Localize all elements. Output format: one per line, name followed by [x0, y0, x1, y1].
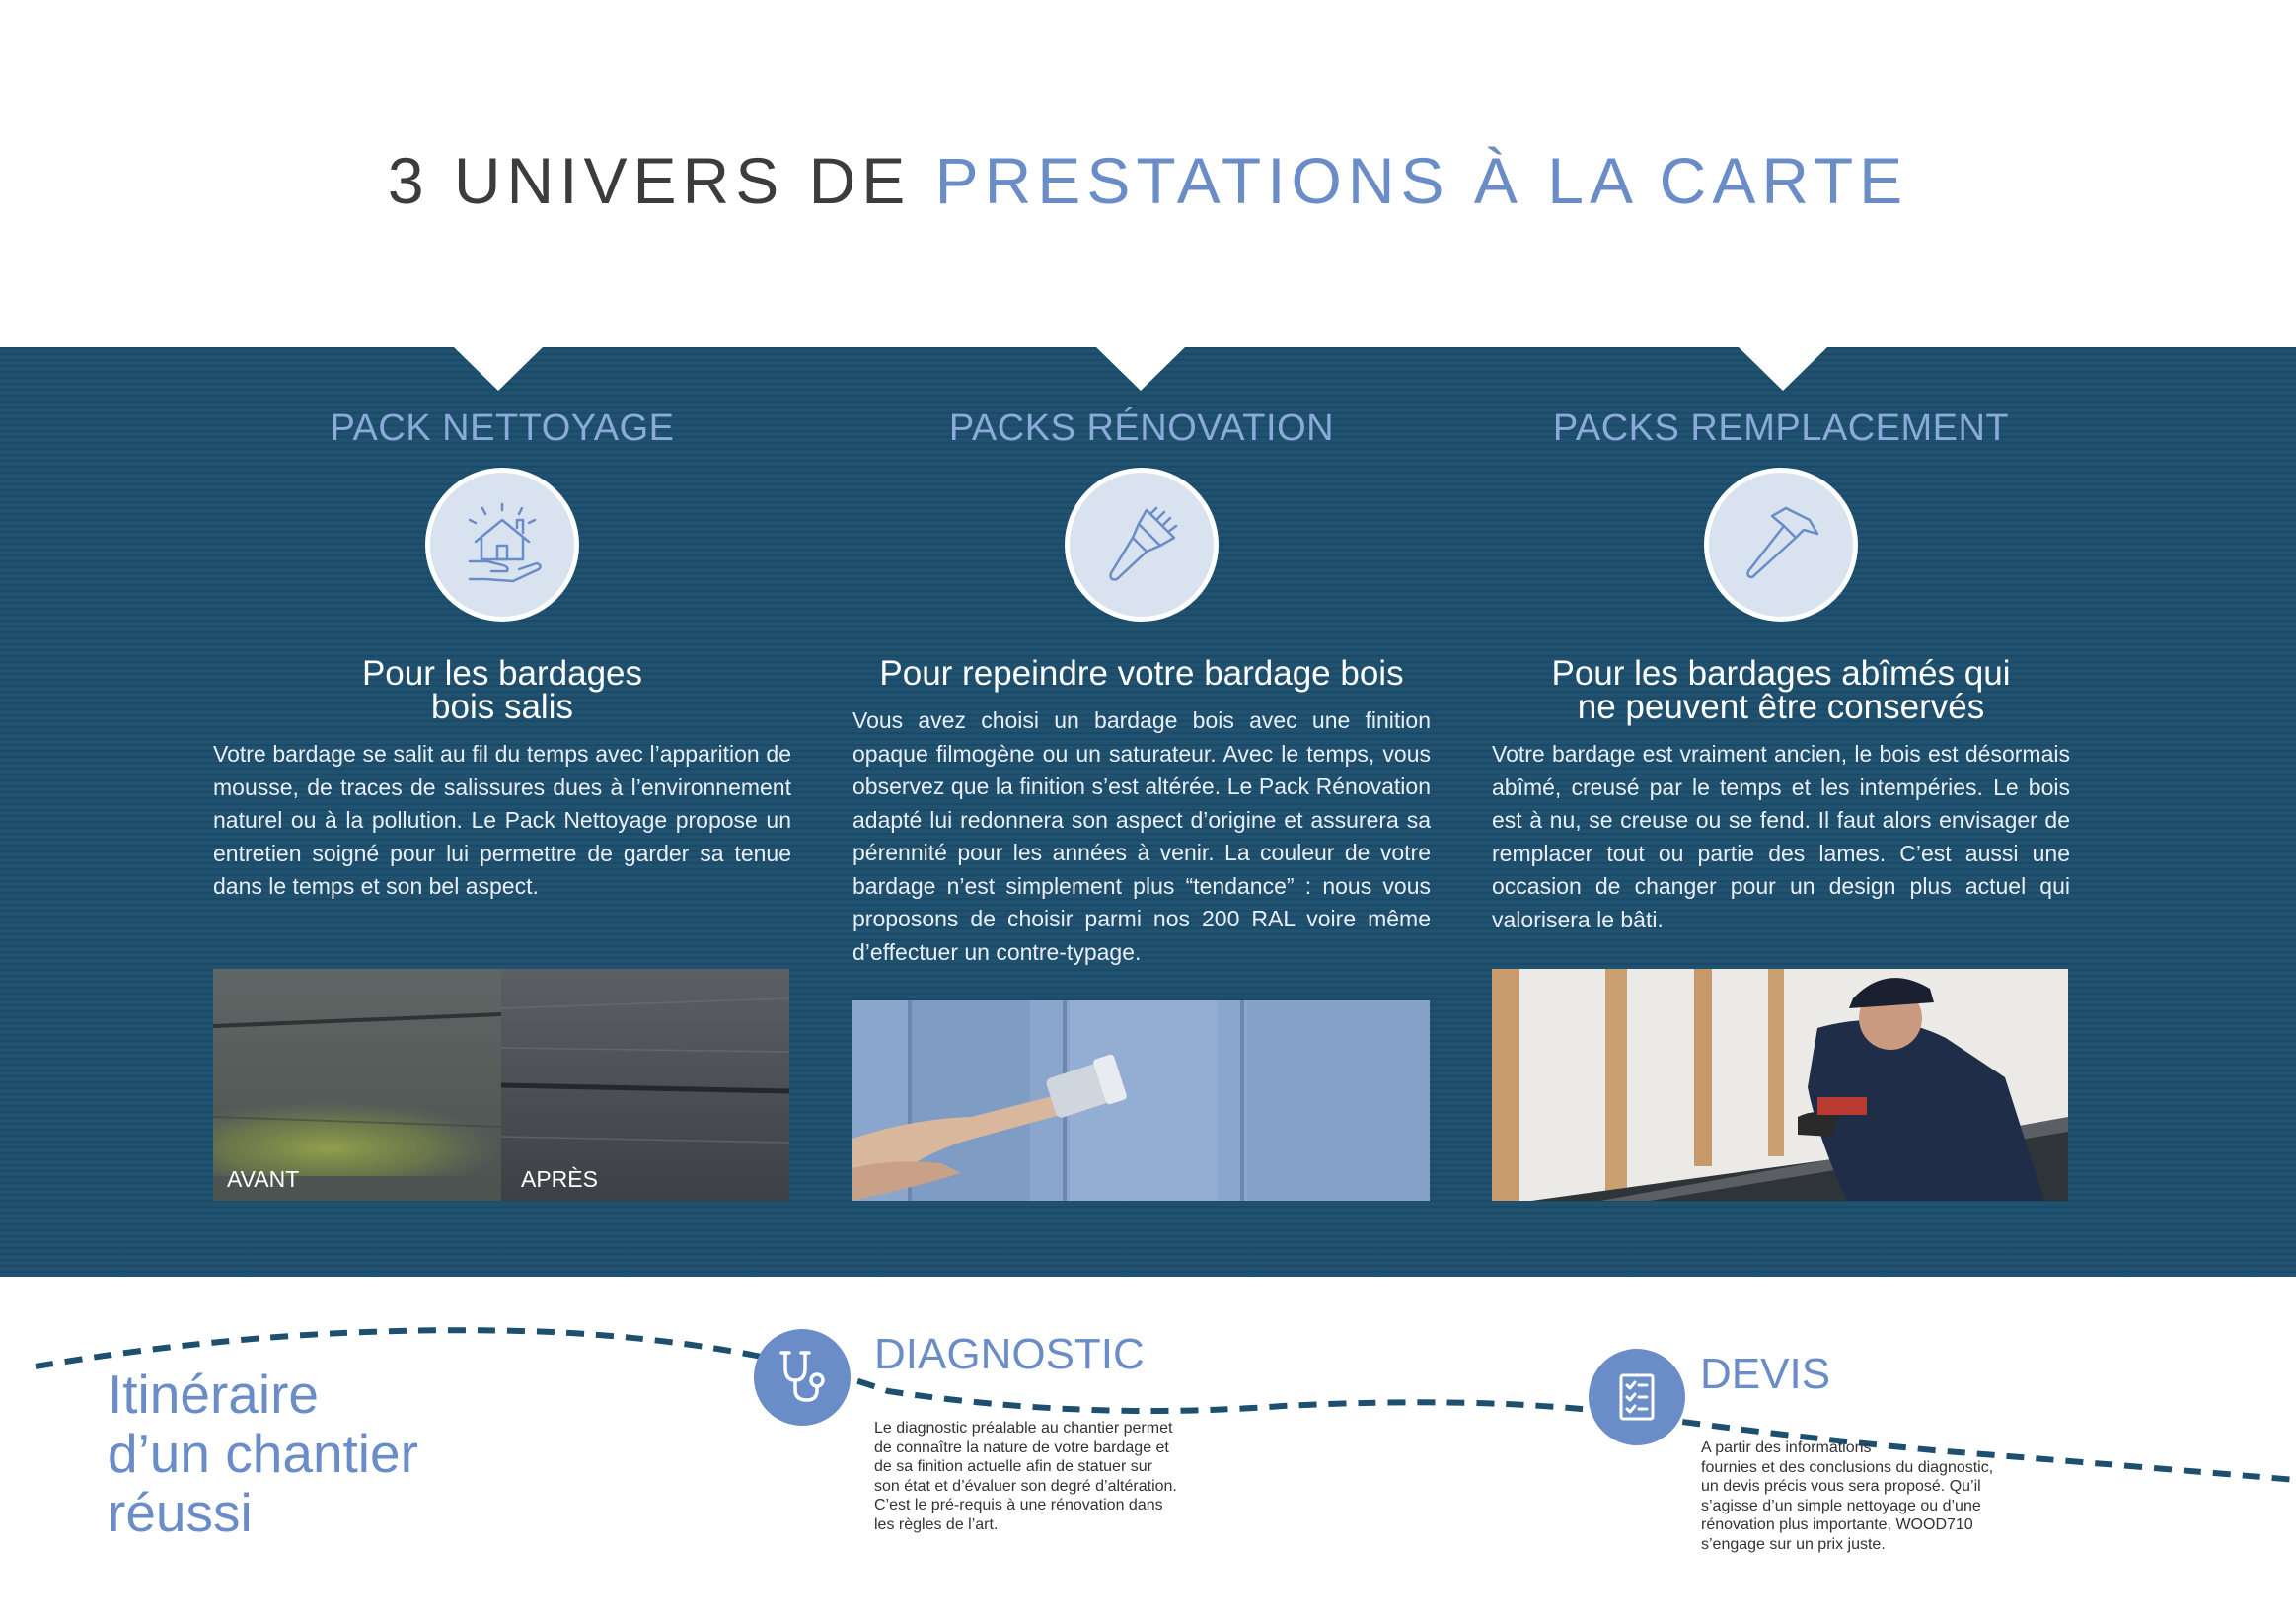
house-hand-icon: [425, 468, 579, 622]
worker-photo: [1492, 969, 2068, 1201]
step-title-diagnostic: DIAGNOSTIC: [874, 1330, 1145, 1378]
column-title: PACK NETTOYAGE: [330, 407, 675, 449]
text-line: A partir des informations: [1701, 1439, 1872, 1456]
text-line: rénovation plus importante, WOOD710: [1701, 1516, 1973, 1533]
subtitle-line1: Pour les bardages abîmés qui: [1551, 654, 2011, 693]
hammer-icon: [1704, 468, 1858, 622]
text-line: un devis précis vous sera proposé. Qu’il: [1701, 1478, 1981, 1495]
column-remplacement: [1492, 347, 2070, 936]
subtitle-line2: ne peuvent être conservés: [1577, 688, 1985, 726]
text-line: de connaître la nature de votre bardage et: [874, 1439, 1169, 1456]
column-text: Votre bardage se salit au fil du temps avec l’apparition de mousse, de traces de salissures dues à l’environnement naturel ou à la pollution. Le Pack Nettoyage propose un entretien soigné pour lui permettre de garder sa tenue dans le temps et son bel aspect.: [213, 741, 791, 899]
itinerary-line2: d’un chantier: [108, 1423, 418, 1484]
title-part1: 3 UNIVERS DE: [387, 144, 935, 217]
step-text-diagnostic: [874, 1419, 1177, 1534]
column-title: PACKS REMPLACEMENT: [1552, 407, 2010, 449]
column-subtitle: [1492, 654, 2070, 726]
column-subtitle: [852, 654, 1431, 693]
text-line: les règles de l’art.: [874, 1515, 999, 1533]
column-text: Votre bardage est vraiment ancien, le bois est désormais abîmé, creusé par le temps et les intempéries. Le bois est à nu, se creuse ou se fend. Il faut alors envisager de remplacer tout ou partie des lames. C’est aussi une occasion de changer pour un design plus actuel qui valorisera le bâti.: [1492, 741, 2070, 932]
text-line: de sa finition actuelle afin de statuer sur: [874, 1458, 1152, 1475]
itinerary-line1: Itinéraire: [108, 1364, 319, 1425]
column-title: PACKS RÉNOVATION: [948, 407, 1335, 449]
text-line: fournies et des conclusions du diagnostic,: [1701, 1458, 1994, 1476]
text-line: s’engage sur un prix juste.: [1701, 1535, 1886, 1553]
column-text: Vous avez choisi un bardage bois avec une finition opaque filmogène ou un saturateur. Avec le temps, vous observez que la finition s’est altérée. Le Pack Rénovation adapté lui redonnera son aspect d’origine et assurera sa pérennité pour les années à venir. La couleur de votre bardage n’est simplement plus “tendance” : nous vous proposons de choisir parmi nos 200 RAL voire même d’effectuer un contre-typage.: [852, 707, 1431, 965]
stethoscope-icon: [754, 1329, 851, 1426]
label-after: APRÈS: [521, 1166, 598, 1192]
column-nettoyage: [213, 347, 791, 904]
label-before: AVANT: [227, 1166, 300, 1192]
checklist-icon: [1589, 1349, 1685, 1445]
text-line: C’est le pré-requis à une rénovation dans: [874, 1497, 1163, 1513]
column-renovation: [852, 347, 1431, 969]
before-after-photo: [213, 969, 789, 1201]
text-line: Le diagnostic préalable au chantier permet: [874, 1420, 1173, 1437]
painting-photo: [852, 1000, 1430, 1201]
text-line: s’agisse d’un simple nettoyage ou d’une: [1701, 1497, 1981, 1514]
step-text-devis: [1701, 1439, 1993, 1554]
step-title-devis: DEVIS: [1700, 1350, 1831, 1398]
page-title: [0, 143, 2296, 218]
text-line: son état et d’évaluer son degré d’altération.: [874, 1477, 1177, 1495]
column-subtitle: [213, 654, 791, 726]
subtitle-line2: bois salis: [431, 688, 573, 726]
subtitle-line1: Pour repeindre votre bardage bois: [879, 654, 1404, 693]
itinerary-line3: réussi: [108, 1482, 253, 1543]
paintbrush-icon: [1065, 468, 1219, 622]
subtitle-line1: Pour les bardages: [361, 654, 643, 693]
itinerary-title: [108, 1365, 418, 1542]
title-part2: PRESTATIONS À LA CARTE: [934, 144, 1909, 217]
